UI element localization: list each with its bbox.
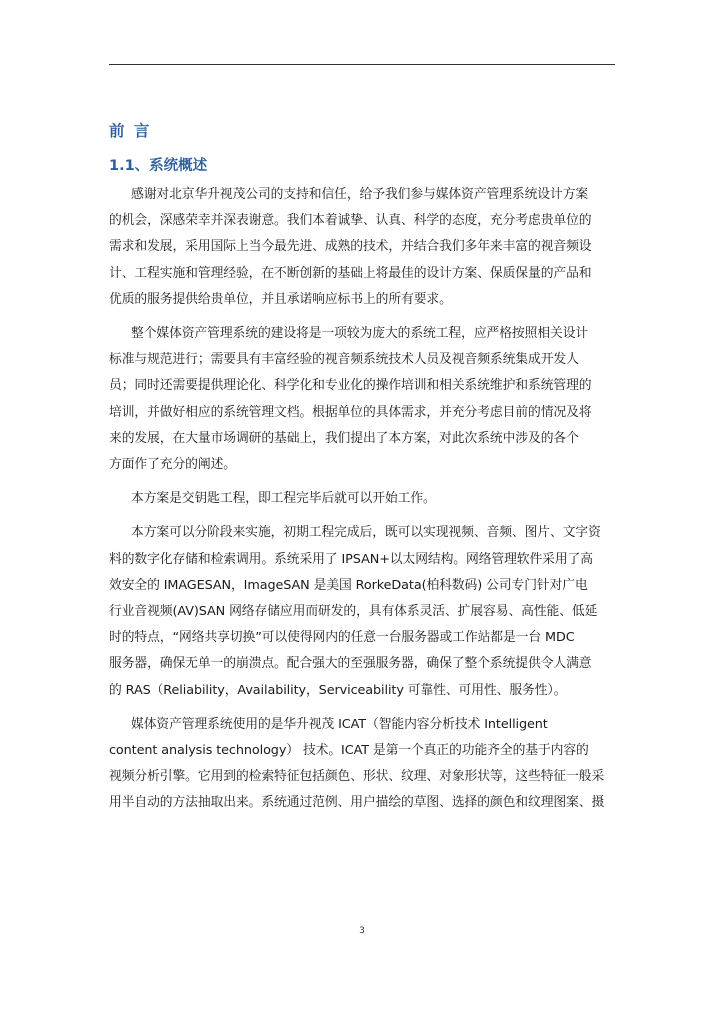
paragraph-line: 标准与规范进行；需要具有丰富经验的视音频系统技术人员及视音频系统集成开发人 xyxy=(109,352,579,368)
paragraph-3 xyxy=(109,486,615,512)
paragraph-line: 需求和发展，采用国际上当今最先进、成熟的技术，并结合我们多年来丰富的视音频设 xyxy=(109,239,592,255)
paragraph-line: 的 RAS（Reliability，Availability，Serviceability 可靠性、可用性、服务性）。 xyxy=(109,682,567,698)
paragraph-line: 计、工程实施和管理经验，在不断创新的基础上将最佳的设计方案、保质保量的产品和 xyxy=(109,265,592,281)
header-rule xyxy=(109,64,615,65)
paragraph-line: 方面作了充分的阐述。 xyxy=(109,457,236,473)
paragraph-line: 本方案可以分阶段来实施，初期工程完成后，既可以实现视频、音频、图片、文字资 xyxy=(131,525,601,541)
paragraph-line: 效安全的 IMAGESAN，ImageSAN 是美国 RorkeData(柏科数码) 公司专门针对广电 xyxy=(109,577,588,593)
paragraph-line: 本方案是交钥匙工程，即工程完毕后就可以开始工作。 xyxy=(131,491,436,507)
paragraph-2 xyxy=(109,321,615,478)
paragraph-line: content analysis technology） 技术。ICAT 是第一个真正的功能齐全的基于内容的 xyxy=(109,743,589,759)
paragraph-line: 员；同时还需要提供理论化、科学化和专业化的操作培训和相关系统维护和系统管理的 xyxy=(109,378,592,394)
paragraph-line: 感谢对北京华升视茂公司的支持和信任，给予我们参与媒体资产管理系统设计方案 xyxy=(131,187,589,202)
paragraph-line: 整个媒体资产管理系统的建设将是一项较为庞大的系统工程，应严格按照相关设计 xyxy=(131,326,589,342)
paragraph-line: 用半自动的方法抽取出来。系统通过范例、用户描绘的草图、选择的颜色和纹理图案、摄 xyxy=(109,795,605,811)
paragraph-line: 培训，并做好相应的系统管理文档。根据单位的具体需求，并充分考虑目前的情况及将 xyxy=(109,404,592,420)
document-body xyxy=(109,116,615,825)
page-title: 前 言 xyxy=(109,122,152,140)
section-heading: 1.1、系统概述 xyxy=(109,158,208,174)
paragraph-line: 行业音视频(AV)SAN 网络存储应用而研发的，具有体系灵活、扩展容易、高性能、低延 xyxy=(109,604,598,620)
paragraph-line: 时的特点，“网络共享切换”可以使得网内的任意一台服务器或工作站都是一台 MDC xyxy=(109,630,575,646)
paragraph-5 xyxy=(109,712,615,817)
paragraph-line: 媒体资产管理系统使用的是华升视茂 ICAT（智能内容分析技术 Intelligent xyxy=(131,716,548,732)
paragraph-line: 来的发展，在大量市场调研的基础上，我们提出了本方案，对此次系统中涉及的各个 xyxy=(109,430,579,446)
paragraph-1 xyxy=(109,182,615,313)
page-number: 3 xyxy=(359,926,365,936)
paragraph-line: 优质的服务提供给贵单位，并且承诺响应标书上的所有要求。 xyxy=(109,291,452,307)
paragraph-4 xyxy=(109,520,615,703)
paragraph-line: 服务器，确保无单一的崩溃点。配合强大的至强服务器，确保了整个系统提供令人满意 xyxy=(109,656,592,672)
paragraph-line: 的机会，深感荣幸并深表谢意。我们本着诚挚、认真、科学的态度，充分考虑贵单位的 xyxy=(109,213,592,229)
paragraph-line: 视频分析引擎。它用到的检索特征包括颜色、形状、纹理、对象形状等，这些特征一般采 xyxy=(109,769,605,785)
paragraph-line: 料的数字化存储和检索调用。系统采用了 IPSAN+以太网结构。网络管理软件采用了高 xyxy=(109,551,593,567)
